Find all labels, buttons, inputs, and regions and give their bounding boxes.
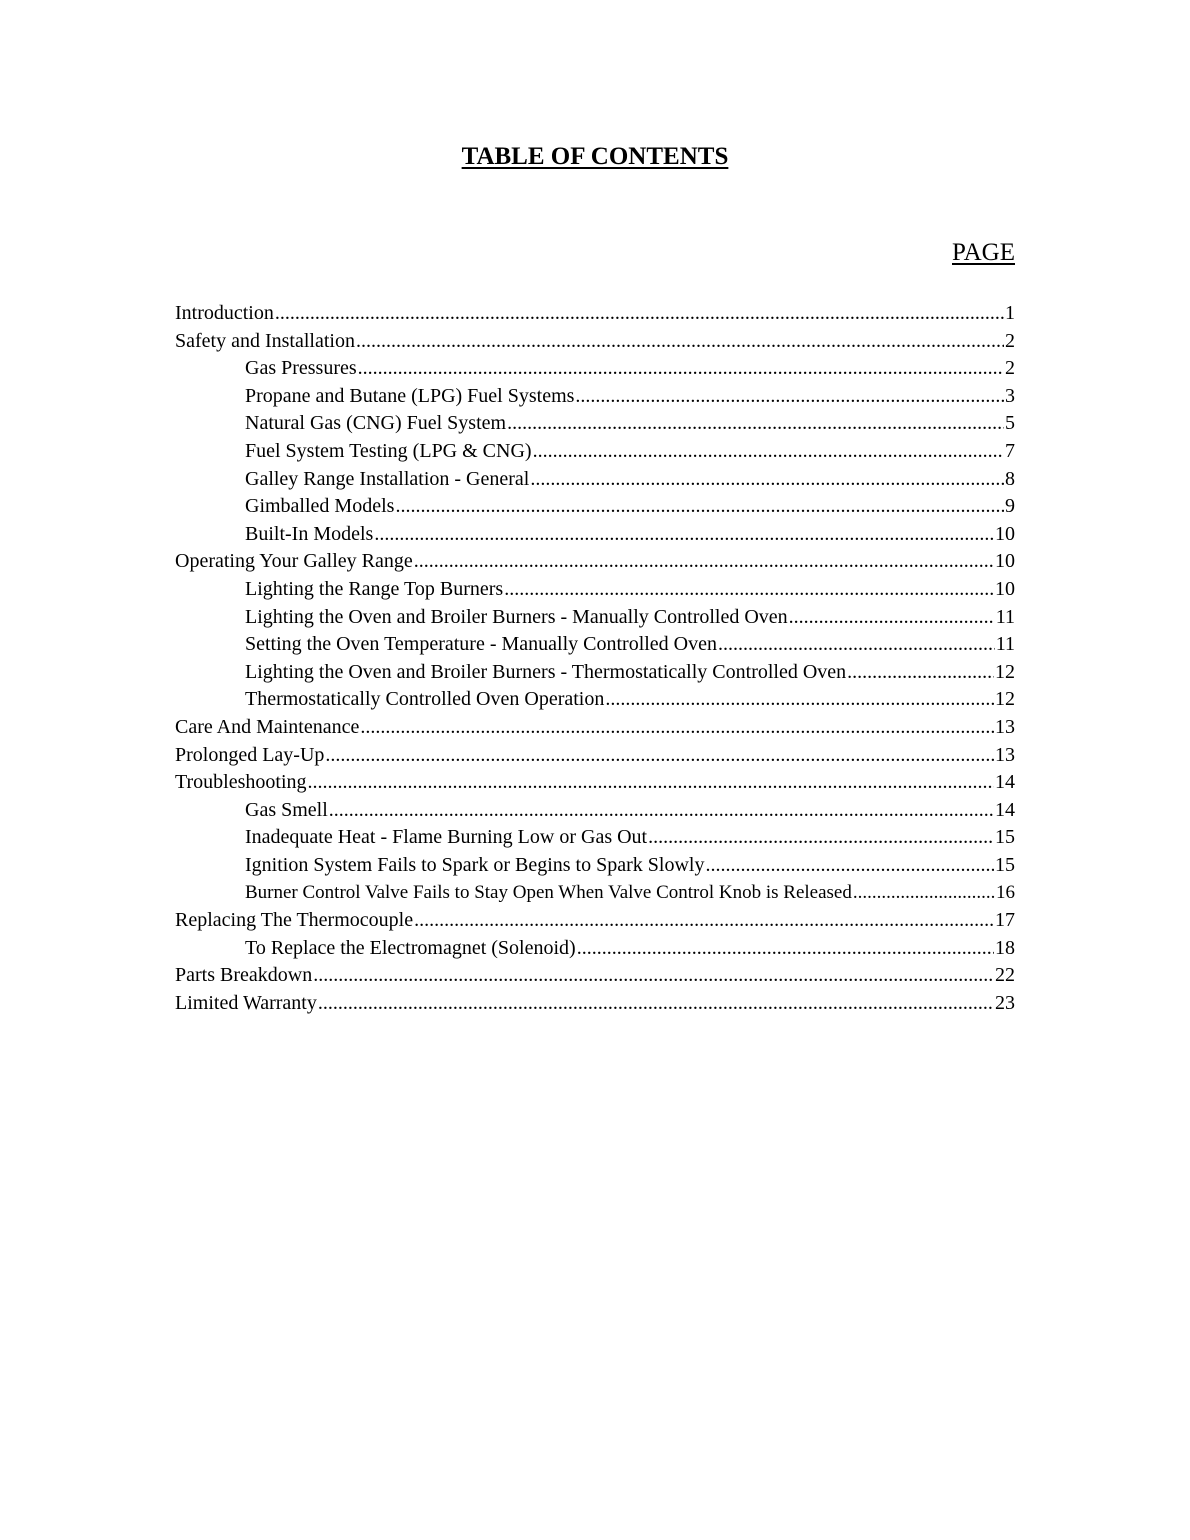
dot-leader: [313, 962, 994, 990]
toc-entry-operating-your-galley-range: [175, 548, 1015, 576]
dot-leader: [360, 714, 994, 742]
toc-entry-page: 8: [1005, 467, 1015, 490]
toc-entry-label: Lighting the Oven and Broiler Burners - Thermostatically Controlled Oven: [245, 660, 847, 683]
toc-entry-page: 13: [995, 715, 1015, 738]
dot-leader: [414, 548, 994, 576]
toc-entry-page: 7: [1005, 439, 1015, 462]
toc-entry-gas-pressures: [175, 355, 1015, 383]
dot-leader: [504, 576, 994, 604]
toc-entry-burner-control-valve: [175, 879, 1015, 907]
toc-entry-page: 16: [996, 882, 1015, 904]
toc-entry-label: Lighting the Oven and Broiler Burners - Manually Controlled Oven: [245, 605, 788, 628]
dot-leader: [648, 824, 994, 852]
dot-leader: [575, 383, 1004, 411]
dot-leader: [507, 410, 1004, 438]
toc-entry-page: 13: [995, 743, 1015, 766]
toc-entry-thermostatic-oven-operation: [175, 686, 1015, 714]
dot-leader: [847, 659, 994, 687]
dot-leader: [414, 907, 994, 935]
toc-entry-page: 15: [995, 853, 1015, 876]
dot-leader: [318, 990, 994, 1018]
dot-leader: [530, 466, 1004, 494]
toc-entry-replacing-thermocouple: [175, 907, 1015, 935]
toc-entry-label: Setting the Oven Temperature - Manually Controlled Oven: [245, 633, 718, 656]
dot-leader: [395, 493, 1004, 521]
toc-entry-lighting-oven-manual: [175, 604, 1015, 632]
dot-leader: [275, 300, 1004, 328]
toc-entry-label: Lighting the Range Top Burners: [245, 577, 504, 600]
toc-entry-page: 10: [995, 550, 1015, 573]
toc-entry-page: 1: [1005, 302, 1015, 324]
dot-leader: [374, 521, 994, 549]
toc-entry-care-and-maintenance: [175, 714, 1015, 742]
dot-leader: [308, 769, 994, 797]
toc-entry-page: 2: [1005, 329, 1015, 352]
dot-leader: [789, 604, 995, 632]
toc-entry-propane-butane: [175, 383, 1015, 411]
toc-entry-page: 5: [1005, 412, 1015, 435]
toc-entry-limited-warranty: [175, 990, 1015, 1018]
dot-leader: [577, 935, 994, 963]
toc-entry-label: Galley Range Installation - General: [245, 467, 530, 490]
toc-entry-label: Built-In Models: [245, 522, 374, 545]
toc-entry-label: To Replace the Electromagnet (Solenoid): [245, 936, 576, 959]
toc-entry-gimballed-models: [175, 493, 1015, 521]
toc-entry-setting-oven-temperature: [175, 631, 1015, 659]
toc-entry-label: Natural Gas (CNG) Fuel System: [245, 412, 507, 435]
toc-entry-page: 9: [1005, 495, 1015, 518]
toc-entry-page: 23: [995, 991, 1015, 1014]
toc-entry-label: Replacing The Thermocouple: [175, 909, 414, 932]
toc-entry-safety-and-installation: [175, 328, 1015, 356]
toc-entry-page: 14: [995, 771, 1015, 794]
toc-entry-page: 11: [995, 633, 1015, 656]
toc-entry-label: Gas Pressures: [245, 357, 357, 380]
page-column-header: PAGE: [952, 239, 1015, 266]
toc-entry-lighting-oven-thermostatic: [175, 659, 1015, 687]
toc-entry-label: Troubleshooting: [175, 771, 307, 794]
toc-entry-label: Safety and Installation: [175, 329, 355, 352]
toc-entry-label: Parts Breakdown: [175, 964, 313, 987]
toc-entry-page: 17: [995, 909, 1015, 932]
toc-entry-label: Inadequate Heat - Flame Burning Low or Gas Out: [245, 826, 648, 849]
toc-entry-page: 18: [995, 936, 1015, 959]
dot-leader: [356, 328, 1004, 356]
toc-entry-label: Limited Warranty: [175, 991, 317, 1014]
toc-entry-page: 12: [995, 660, 1015, 683]
dot-leader: [329, 797, 994, 825]
toc-entry-label: Fuel System Testing (LPG & CNG): [245, 439, 532, 462]
toc-entry-ignition-system: [175, 852, 1015, 880]
title-text: TABLE OF CONTENTS: [461, 143, 729, 170]
toc-entry-lighting-range-top-burners: [175, 576, 1015, 604]
toc-entry-built-in-models: [175, 521, 1015, 549]
page-title: [0, 140, 1190, 174]
toc-entry-replace-electromagnet: [175, 935, 1015, 963]
toc-entry-page: 12: [995, 688, 1015, 711]
toc-entry-label: Care And Maintenance: [175, 715, 360, 738]
toc-entry-label: Thermostatically Controlled Oven Operation: [245, 688, 605, 711]
toc-entry-inadequate-heat: [175, 824, 1015, 852]
toc-entry-label: Operating Your Galley Range: [175, 550, 413, 573]
toc-entry-page: 22: [995, 964, 1015, 987]
toc-entry-natural-gas: [175, 410, 1015, 438]
toc-entry-page: 11: [995, 605, 1015, 628]
toc-entry-label: Gas Smell: [245, 798, 328, 821]
toc-entry-page: 10: [995, 522, 1015, 545]
dot-leader: [705, 852, 994, 880]
toc-entry-page: 3: [1005, 384, 1015, 407]
toc-entry-parts-breakdown: [175, 962, 1015, 990]
dot-leader: [718, 631, 995, 659]
toc-entry-label: Burner Control Valve Fails to Stay Open When Valve Control Knob is Released: [245, 882, 852, 904]
dot-leader: [358, 355, 1004, 383]
toc-entry-page: 14: [995, 798, 1015, 821]
toc-entry-troubleshooting: [175, 769, 1015, 797]
toc-entry-label: Prolonged Lay-Up: [175, 743, 325, 766]
dot-leader: [605, 686, 994, 714]
toc-entry-page: 10: [995, 577, 1015, 600]
toc-entry-page: 15: [995, 826, 1015, 849]
toc-entry-label: Introduction: [175, 302, 274, 324]
dot-leader: [853, 879, 995, 907]
table-of-contents: [175, 300, 1015, 1017]
toc-entry-prolonged-lay-up: [175, 742, 1015, 770]
toc-entry-galley-range-installation: [175, 466, 1015, 494]
toc-entry-label: Gimballed Models: [245, 495, 395, 518]
toc-entry-fuel-system-testing: [175, 438, 1015, 466]
toc-entry-introduction: [175, 300, 1015, 328]
toc-entry-page: 2: [1005, 357, 1015, 380]
toc-entry-label: Propane and Butane (LPG) Fuel Systems: [245, 384, 575, 407]
toc-entry-gas-smell: [175, 797, 1015, 825]
dot-leader: [325, 742, 994, 770]
dot-leader: [533, 438, 1004, 466]
toc-entry-label: Ignition System Fails to Spark or Begins to Spark Slowly: [245, 853, 705, 876]
